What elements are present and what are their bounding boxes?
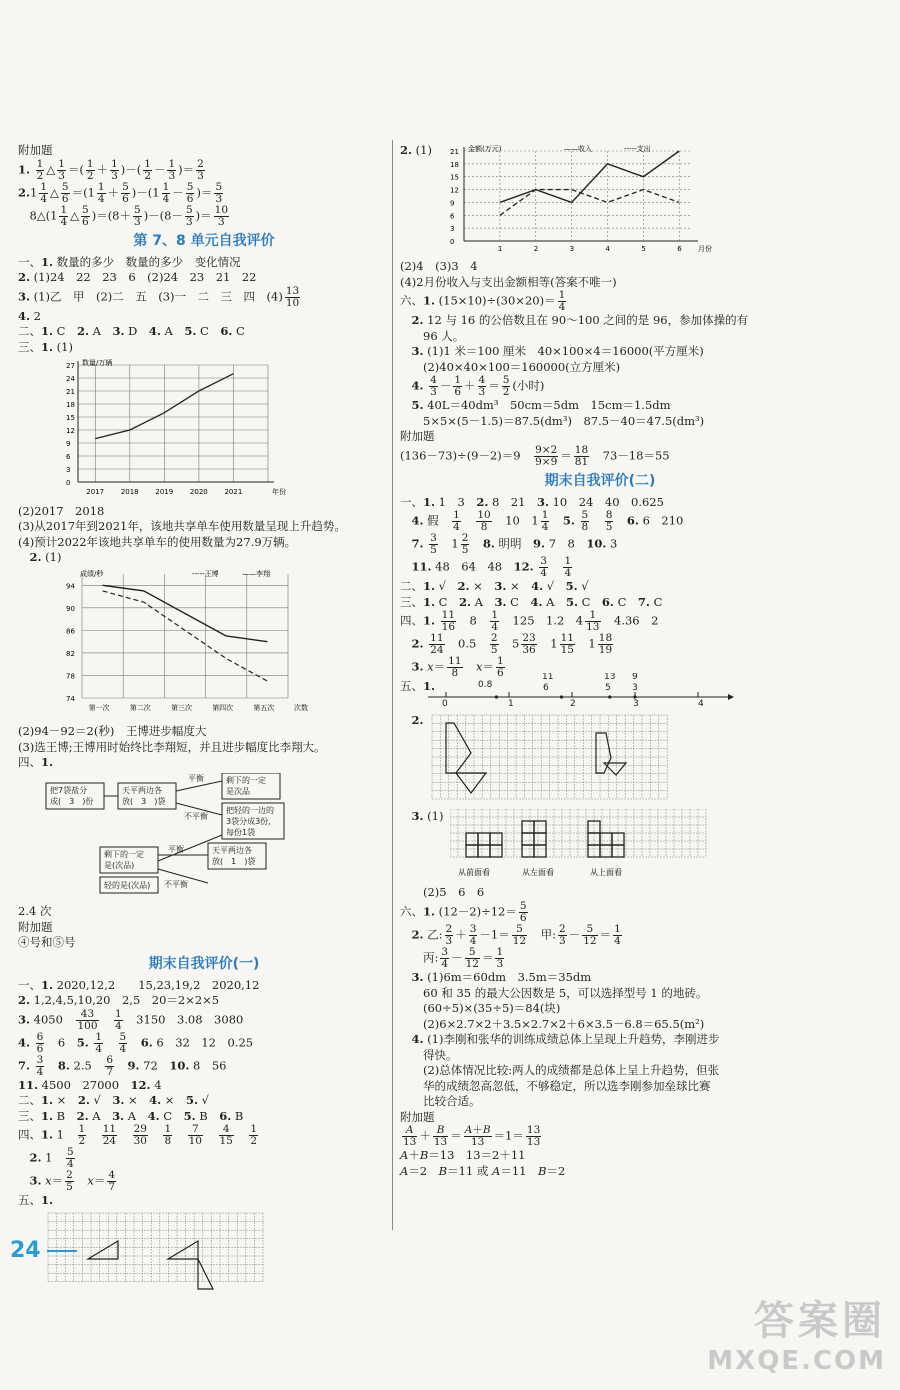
x-tick-label: 2019 (155, 488, 174, 497)
triangle-shape (168, 1241, 198, 1259)
x-tick-label: 1 (497, 244, 503, 253)
y-tick-label: 21 (450, 147, 459, 156)
x-tick-label: 2 (533, 244, 539, 253)
three-views-figure (450, 809, 710, 879)
view-square (490, 833, 502, 845)
flow-box-4c: 每份1袋 (226, 827, 256, 837)
number-line-figure (428, 673, 748, 707)
view-square (466, 845, 478, 857)
y-tick-label: 82 (66, 649, 75, 658)
x-tick-label: 第二次 (129, 703, 151, 712)
legend-wang: -----王博 (192, 569, 219, 578)
x-tick-label: 6 (677, 244, 682, 253)
watermark-logo: 答案圈 MXQE.COM (707, 1298, 886, 1376)
weighing-flowchart (18, 773, 298, 898)
answer-line: $\frac{A}{13}$ ＋ $\frac{B}{13}$ ＝ $\frac{A+B}{13}$ ＝1＝ $\frac{13}{13}$ (403, 1124, 541, 1149)
svg-text:0: 0 (442, 698, 448, 707)
svg-text:1: 1 (508, 698, 514, 707)
view-square (534, 845, 546, 857)
answer-line: 四、1. $\frac{11}{16}$ 8 $\frac{1}{4}$ 125 1.2 4 $\frac{1}{13}$ 4.36 2 (400, 609, 659, 634)
answer-line: 96 人。 (400, 328, 465, 343)
answer-line: 三、1. B 2. A 3. A 4. C 5. B 6. B (18, 1108, 244, 1123)
y-tick-label: 27 (66, 362, 75, 371)
chart-note: (4)2月份收入与支出金额相等(答案不唯一) (400, 274, 617, 289)
answer-line: 11. 4500 27000 12. 4 (18, 1077, 162, 1092)
y-axis-label: 数量/万辆 (82, 359, 113, 368)
x-tick-label: 2021 (224, 488, 243, 497)
chart-note: (2)4 (3)3 4 (400, 259, 478, 274)
flow-box-1b: 成( 3 )份 (50, 796, 94, 806)
view-square (522, 833, 534, 845)
y-tick-label: 74 (66, 694, 75, 703)
svg-text:3: 3 (633, 698, 639, 707)
answer-line: 一、1. 1 3 2. 8 21 3. 10 24 40 0.625 (400, 494, 664, 509)
legend-income: ——收入 (564, 144, 592, 153)
answer-line: 得快。 (400, 1047, 458, 1062)
svg-text:3: 3 (632, 682, 638, 693)
answer-line: 2.1 $\frac{1}{4}$ △ $\frac{5}{6}$ ＝(1 $\frac{1}{4}$ ＋ $\frac{5}{6}$ )－(1 $\frac{1}{4}$ － $\frac{5}{6}$ )＝ $\frac{5}{3}$ (18, 180, 223, 205)
page-number: 24 (10, 1238, 77, 1263)
answer-line: (2)总体情况比较:两人的成绩都是总体上呈上升趋势，但张 (400, 1063, 720, 1078)
view-label-top: 从上面看 (590, 867, 622, 877)
answer-line: 7. $\frac{3}{4}$ 8. 2.5 $\frac{6}{7}$ 9. 72 10. 8 56 (18, 1053, 227, 1078)
answer-line: (60÷5)×(35÷5)＝84(块) (400, 1001, 561, 1016)
shape-outline (446, 723, 471, 773)
income-expense-line-chart (440, 143, 740, 253)
answer-line: 2. (1)24 22 23 6 (2)24 23 21 22 (18, 270, 257, 285)
answer-line: 3. (1)1 米＝100 厘米 40×100×4＝16000(平方厘米) (411, 344, 704, 359)
answer-line: (2)5 6 6 (400, 885, 485, 900)
series-line-wang (103, 591, 268, 681)
answer-line: 三、1. (1) (18, 339, 73, 354)
left-column (18, 143, 390, 1298)
x-tick-label: 2020 (189, 488, 208, 497)
answer-line: 2.4 次 (18, 904, 52, 919)
answer-line: 一、1. 数量的多少 数量的多少 变化情况 (18, 254, 241, 269)
answer-line: 2. 12 与 16 的公倍数且在 90～100 之间的是 96，参加体操的有 (411, 313, 749, 328)
answer-line: 六、1. (12－2)÷12＝ $\frac{5}{6}$ (400, 900, 527, 925)
flow-unbalance-label: 不平衡 (184, 811, 208, 821)
y-tick-label: 12 (66, 427, 75, 436)
flow-unbalance-label-2: 不平衡 (164, 879, 188, 889)
answer-line: 8△(1 $\frac{1}{4}$ △ $\frac{5}{6}$ )＝(8＋ $\frac{5}{3}$ )－(8－ $\frac{5}{3}$ )＝ $\frac{10}{3}$ (18, 203, 229, 228)
answer-line: ④号和⑤号 (18, 935, 76, 950)
y-tick-label: 3 (450, 224, 455, 233)
answer-line: 五、1. (400, 679, 436, 694)
answer-line: 1. $\frac{1}{2}$ △ $\frac{1}{3}$ ＝( $\frac{1}{2}$ ＋ $\frac{1}{3}$ )－( $\frac{1}{2}$ － $\frac{1}{3}$ )＝ $\frac{2}{3}$ (18, 157, 204, 182)
y-tick-label: 78 (66, 672, 75, 681)
answer-line: 二、1. × 2. √ 3. × 4. × 5. √ (18, 1093, 209, 1108)
answer-line: 二、1. √ 2. × 3. × 4. √ 5. √ (400, 579, 589, 594)
answer-line: 五、1. (18, 1193, 54, 1208)
y-tick-label: 94 (66, 581, 75, 590)
y-tick-label: 18 (66, 401, 75, 410)
y-tick-label: 6 (66, 453, 71, 462)
answer-line: 2. (1) (29, 550, 62, 565)
section-title-exam1: 期末自我评价(一) (148, 955, 260, 972)
chart-note: (4)预计2022年该地共享单车的使用数量为27.9万辆。 (18, 534, 297, 549)
x-tick-label: 第五次 (253, 703, 275, 712)
view-square (478, 833, 490, 845)
svg-text:0.8: 0.8 (478, 679, 493, 690)
answer-line: 5. 40L＝40dm³ 50cm＝5dm 15cm＝1.5dm (411, 398, 671, 413)
answer-line: 2. 1 $\frac{5}{4}$ (29, 1146, 74, 1171)
flow-box-2: 天平两边各 (122, 785, 162, 795)
x-tick-label: 2018 (120, 488, 139, 497)
y-tick-label: 12 (450, 186, 459, 195)
flow-box-4: 把轻的一边的 (226, 805, 274, 815)
column-divider (392, 140, 393, 1230)
flow-box-2b: 放( 3 )袋 (122, 796, 166, 806)
y-tick-label: 15 (66, 414, 75, 423)
x-axis-label: 年份 (272, 488, 286, 497)
section-title-unit78: 第 7、8 单元自我评价 (133, 232, 275, 249)
answer-line: 四、1. 1 $\frac{1}{2}$ $\frac{11}{24}$ $\frac{29}{30}$ $\frac{1}{8}$ $\frac{7}{10}$ $\frac{4}{15}$ $\frac{1}{2}$ (18, 1123, 258, 1148)
svg-text:13: 13 (604, 672, 616, 682)
x-tick-label: 第三次 (171, 703, 192, 712)
svg-text:6: 6 (543, 682, 549, 693)
svg-text:2: 2 (570, 698, 576, 707)
answer-line: A＋B＝13 13＝2＋11 (400, 1148, 526, 1163)
view-square (534, 821, 546, 833)
answer-line: 4. $\frac{6}{6}$ 6 5. $\frac{1}{4}$ $\frac{5}{4}$ 6. 6 32 12 0.25 (18, 1030, 254, 1055)
legend-expense: -----支出 (624, 144, 651, 153)
x-tick-label: 5 (641, 244, 646, 253)
flow-balance-label-2: 平衡 (168, 844, 184, 854)
x-tick-label: 4 (605, 244, 610, 253)
fujia-heading: 附加题 (18, 143, 53, 157)
y-tick-label: 90 (66, 604, 75, 613)
svg-text:4: 4 (698, 698, 704, 707)
y-tick-label: 0 (66, 479, 71, 488)
answer-line: 11. 48 64 48 12. $\frac{3}{4}$ $\frac{1}{4}$ (411, 555, 572, 580)
y-tick-label: 15 (450, 173, 459, 182)
right-column (400, 143, 800, 1179)
answer-line: A＝2 B＝11 或 A＝11 B＝2 (400, 1163, 566, 1178)
view-label-front: 从前面看 (458, 867, 490, 877)
flow-box-3b: 是次品 (226, 786, 250, 796)
x-axis-label: 月份 (698, 244, 712, 253)
svg-text:9: 9 (632, 672, 638, 682)
number-line-point (608, 695, 611, 698)
answer-line: 3. x＝ $\frac{11}{8}$ x＝ $\frac{1}{6}$ (411, 655, 504, 680)
answer-line: 三、1. C 2. A 3. C 4. A 5. C 6. C 7. C (400, 594, 663, 609)
view-label-left: 从左面看 (522, 867, 554, 877)
fujia-heading: 附加题 (400, 429, 435, 444)
flow-box-7: 轻的是(次品) (104, 880, 151, 890)
y-tick-label: 3 (66, 466, 71, 475)
view-square (522, 821, 534, 833)
y-tick-label: 18 (450, 160, 459, 169)
answer-line: 丙: $\frac{3}{4}$ － $\frac{5}{12}$ ＝ $\frac{1}{3}$ (400, 946, 504, 971)
svg-text:5: 5 (605, 682, 611, 693)
chart-note: (2)94－92＝2(秒) 王博进步幅度大 (18, 724, 207, 739)
y-tick-label: 0 (450, 237, 455, 246)
flow-box-1: 把7袋盐分 (50, 785, 88, 795)
answer-line: 5×5×(5－1.5)＝87.5(dm³) 87.5－40＝47.5(dm³) (400, 413, 705, 428)
answer-line: 4. 2 (18, 308, 41, 323)
chart-note: (3)从2017年到2021年，该地共享单车使用数量呈现上升趋势。 (18, 519, 346, 534)
answer-line: 7. $\frac{3}{5}$ 1 $\frac{2}{5}$ 8. 明明 9. 7 8 10. 3 (411, 532, 618, 557)
answer-line: 2. $\frac{11}{24}$ 0.5 $\frac{2}{5}$ 5 $\frac{23}{36}$ 1 $\frac{11}{15}$ 1 $\frac{18}{19}$ (411, 632, 613, 657)
y-axis-label: 金额(万元) (468, 144, 502, 153)
legend-li: ——李翔 (242, 569, 270, 578)
svg-text:11: 11 (542, 672, 554, 682)
number-line-point (560, 695, 563, 698)
y-axis-label: 成绩/秒 (80, 569, 104, 578)
x-tick-label: 第一次 (88, 703, 110, 712)
y-tick-label: 86 (66, 627, 75, 636)
answer-line: 3. (1) (411, 809, 444, 824)
answer-line: (2)6×2.7×2＋3.5×2.7×2＋6×3.5－6.8＝65.5(m²) (400, 1016, 705, 1031)
answer-line: 2. 1,2,4,5,10,20 2,5 20＝2×2×5 (18, 993, 220, 1008)
view-square (466, 833, 478, 845)
y-tick-label: 6 (450, 211, 455, 220)
answer-line: 4. 假 $\frac{1}{4}$ $\frac{10}{8}$ 10 1 $\frac{1}{4}$ 5. $\frac{5}{8}$ $\frac{8}{5}$ 6. 6 210 (411, 509, 684, 534)
answer-line: 四、1. (18, 755, 54, 770)
flow-box-3: 剩下的一定 (226, 775, 266, 785)
triangle-shape (198, 1259, 213, 1289)
answer-line: 比较合适。 (400, 1094, 481, 1109)
y-tick-label: 24 (66, 375, 75, 384)
race-time-line-chart (18, 568, 318, 718)
view-square (478, 845, 490, 857)
triangle-shape (88, 1241, 118, 1259)
x-tick-label: 2017 (86, 488, 105, 497)
flow-box-4b: 3袋分成3份, (226, 816, 271, 826)
answer-line: 3. x＝ $\frac{2}{5}$ x＝ $\frac{4}{7}$ (29, 1169, 116, 1194)
y-tick-label: 9 (66, 440, 71, 449)
number-line-point (495, 695, 498, 698)
series-line-li (103, 585, 268, 641)
flow-box-6: 天平两边各 (212, 845, 252, 855)
flow-balance-label: 平衡 (188, 773, 204, 783)
y-tick-label: 9 (450, 198, 455, 207)
bike-usage-line-chart (18, 357, 298, 497)
flow-box-6b: 放( 1 )袋 (212, 856, 256, 866)
answer-line: (2)40×40×100＝160000(立方厘米) (400, 359, 621, 374)
fujia-heading: 附加题 (18, 919, 53, 934)
answer-line: 3. 4050 $\frac{43}{100}$ $\frac{1}{4}$ 3150 3.08 3080 (18, 1007, 244, 1032)
answer-line: 二、1. C 2. A 3. D 4. A 5. C 6. C (18, 324, 245, 339)
flow-box-5: 剩下的一定 (104, 849, 144, 859)
chart-note: (3)选王博;王博用时始终比李翔短，并且进步幅度比李翔大。 (18, 739, 326, 754)
chart-note: (2)2017 2018 (18, 503, 105, 518)
answer-line: 4. $\frac{4}{3}$ － $\frac{1}{6}$ ＋ $\frac{4}{3}$ ＝ $\frac{5}{2}$ (小时) (411, 374, 545, 399)
answer-line: 华的成绩忽高忽低，不够稳定，所以选李刚参加垒球比赛 (400, 1078, 711, 1093)
y-tick-label: 21 (66, 388, 75, 397)
answer-line: (136－73)÷(9－2)＝9 $\frac{9\times 2}{9\times 9}$ ＝ $\frac{18}{81}$ 73－18＝55 (400, 443, 670, 468)
shape-outline (456, 773, 486, 793)
fujia-heading: 附加题 (400, 1109, 435, 1124)
x-tick-label: 3 (569, 244, 575, 253)
view-square (522, 845, 534, 857)
answer-line: 60 和 35 的最大公因数是 5，可以选择型号 1 的地砖。 (400, 985, 708, 1000)
view-square (490, 845, 502, 857)
answer-line: 3. (1)6m＝60dm 3.5m＝35dm (411, 970, 592, 985)
answer-line: 2. 乙: $\frac{2}{3}$ ＋ $\frac{3}{4}$ －1＝ $\frac{5}{12}$ 甲: $\frac{2}{3}$ － $\frac{5}{12}$ ＝ $\frac{1}{4}$ (411, 923, 621, 948)
answer-line: 2. (1) (400, 143, 432, 157)
translation-grid-figure (426, 713, 726, 803)
answer-line: 一、1. 2020,12,2 15,23,19,2 2020,12 (18, 977, 260, 992)
x-tick-label: 第四次 (212, 703, 234, 712)
answer-line: 3. (1)乙 甲 (2)二 五 (3)一 二 三 四 (4) $\frac{13}{10}$ (18, 284, 300, 309)
answer-line: 2. (411, 713, 424, 728)
answer-line: 4. (1)李刚和张华的训练成绩总体上呈现上升趋势，李刚进步 (411, 1032, 720, 1047)
x-axis-label: 次数 (294, 703, 308, 712)
view-square (534, 833, 546, 845)
answer-line: 六、1. (15×10)÷(30×20)＝ $\frac{1}{4}$ (400, 289, 566, 314)
section-title-exam2: 期末自我评价(二) (544, 472, 656, 489)
flow-box-5b: 是(次品) (104, 860, 135, 870)
